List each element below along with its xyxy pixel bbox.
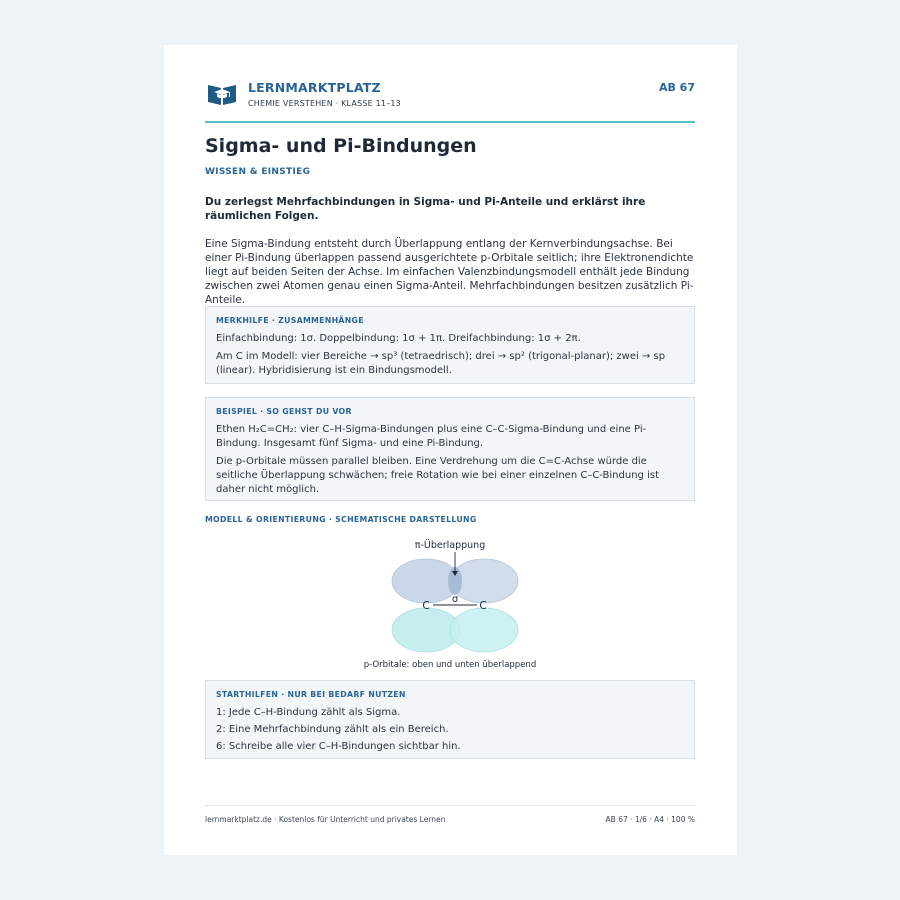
merkhilfe-line: Einfachbindung: 1σ. Doppelbindung: 1σ + 1π. Dreifachbindung: 1σ + 2π. bbox=[216, 333, 581, 344]
sheet-id: AB 67 bbox=[658, 81, 695, 94]
diagram-caption: p-Orbitale: oben und unten überlappend bbox=[363, 660, 537, 670]
lower-right-lobe bbox=[450, 608, 518, 652]
footer-source: lernmarktplatz.de · Kostenlos für Unterricht und privates Lernen bbox=[205, 815, 446, 824]
lead-text: Du zerlegst Mehrfachbindungen in Sigma- und Pi-Anteile und erklärst ihre räumlichen Folgen. bbox=[205, 196, 646, 222]
starthilfe-line: 1: Jede C–H-Bindung zählt als Sigma. bbox=[216, 707, 401, 718]
starthilfe-line: 2: Eine Mehrfachbindung zählt als ein Bereich. bbox=[216, 724, 449, 735]
page-header bbox=[205, 79, 695, 123]
worksheet-page bbox=[164, 45, 737, 855]
merkhilfe-line: Am C im Modell: vier Bereiche → sp³ (tetraedrisch); drei → sp² (trigonal-planar); zwei → sp (linear). Hybridisierung ist ein Bindungsmodell. bbox=[216, 351, 666, 376]
page-title: Sigma- und Pi-Bindungen bbox=[205, 135, 477, 157]
sigma-label: σ bbox=[451, 594, 459, 605]
footer-divider bbox=[205, 805, 695, 806]
atom-left-label: C bbox=[422, 600, 430, 612]
pi-overlap-label: π-Überlappung bbox=[414, 540, 486, 551]
beispiel-heading: BEISPIEL · SO GEHST DU VOR bbox=[216, 407, 352, 416]
pi-bond-diagram bbox=[355, 535, 545, 670]
brand-name: LERNMARKTPLATZ bbox=[248, 80, 381, 95]
merkhilfe-heading: MERKHILFE · ZUSAMMENHÄNGE bbox=[216, 316, 364, 325]
header-divider bbox=[205, 121, 695, 123]
graduation-cap-book-icon bbox=[207, 81, 237, 107]
starthilfen-heading: STARTHILFEN · NUR BEI BEDARF NUTZEN bbox=[216, 690, 406, 699]
brand-subtitle: CHEMIE VERSTEHEN · KLASSE 11–13 bbox=[248, 99, 401, 108]
beispiel-line: Ethen H₂C=CH₂: vier C–H-Sigma-Bindungen plus eine C–C-Sigma-Bindung und eine Pi-Bindung. Insgesamt fünf Sigma- und eine Pi-Bindung. bbox=[216, 424, 647, 449]
section-kicker: WISSEN & EINSTIEG bbox=[205, 167, 311, 177]
starthilfe-line: 6: Schreibe alle vier C–H-Bindungen sichtbar hin. bbox=[216, 741, 461, 752]
beispiel-line: Die p-Orbitale müssen parallel bleiben. Eine Verdrehung um die C=C-Achse würde die seitliche Überlappung schwächen; freie Rotation wie bei einer einzelnen C–C-Bindung ist daher nicht möglich. bbox=[216, 456, 659, 495]
body-paragraph: Eine Sigma-Bindung entsteht durch Überlappung entlang der Kernverbindungsachse. Bei einer Pi-Bindung überlappen passend ausgerichtete p-Orbitale seitlich; ihre Elektronendichte liegt auf beiden Seiten der Achse. Im einfachen Valenzbindungsmodell enthält jede Bindung zwischen zwei Atomen genau einen Sigma-Anteil. Mehrfachbindungen besitzen zusätzlich Pi-Anteile. bbox=[205, 238, 694, 306]
model-heading: MODELL & ORIENTIERUNG · SCHEMATISCHE DARSTELLUNG bbox=[205, 515, 477, 524]
footer-page-info: AB 67 · 1/6 · A4 · 100 % bbox=[605, 815, 695, 824]
beispiel-box bbox=[205, 397, 695, 501]
atom-right-label: C bbox=[479, 600, 487, 612]
starthilfen-box bbox=[205, 680, 695, 759]
merkhilfe-box bbox=[205, 306, 695, 384]
